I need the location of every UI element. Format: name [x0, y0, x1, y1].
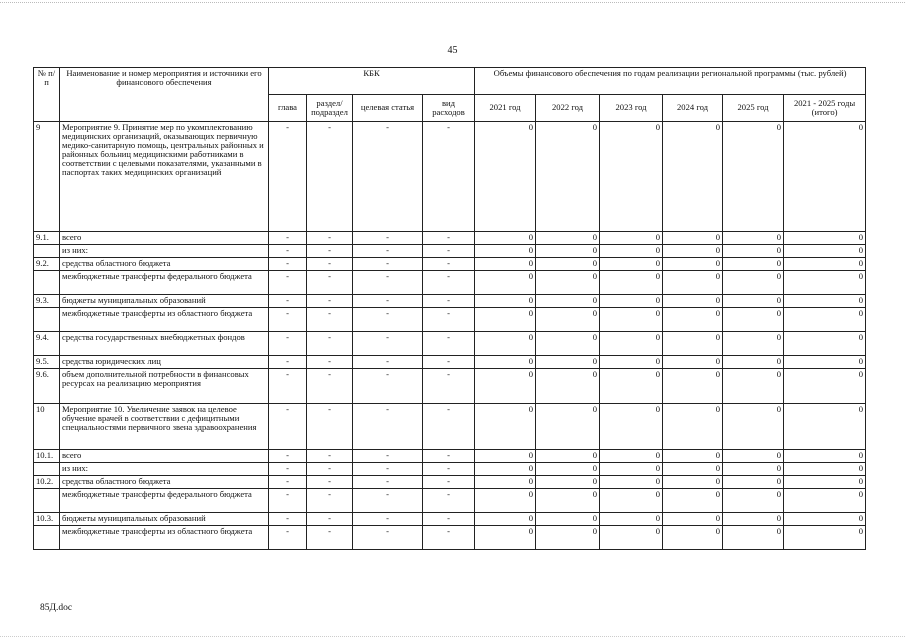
kbk-cell: -	[423, 526, 475, 550]
header-kbk-razdel: раздел/ подраздел	[307, 95, 353, 122]
value-cell: 0	[475, 122, 536, 232]
row-name: всего	[60, 232, 269, 245]
row-name: средства юридических лиц	[60, 356, 269, 369]
value-cell: 0	[600, 513, 663, 526]
value-cell: 0	[536, 258, 600, 271]
kbk-cell: -	[269, 463, 307, 476]
kbk-cell: -	[353, 308, 423, 332]
value-cell: 0	[663, 232, 723, 245]
kbk-cell: -	[307, 295, 353, 308]
kbk-cell: -	[353, 476, 423, 489]
value-cell: 0	[723, 232, 784, 245]
table-row	[34, 513, 866, 526]
kbk-cell: -	[423, 489, 475, 513]
row-number	[34, 245, 60, 258]
kbk-cell: -	[423, 463, 475, 476]
value-cell: 0	[723, 404, 784, 450]
row-number	[34, 308, 60, 332]
value-cell: 0	[723, 463, 784, 476]
table-header	[34, 68, 866, 122]
value-cell: 0	[784, 271, 866, 295]
page-number: 45	[447, 45, 458, 56]
table-row	[34, 404, 866, 450]
table-row	[34, 308, 866, 332]
header-kbk: КБК	[269, 68, 475, 95]
table-row	[34, 122, 866, 232]
kbk-cell: -	[423, 513, 475, 526]
kbk-cell: -	[269, 245, 307, 258]
value-cell: 0	[536, 526, 600, 550]
row-name: средства государственных внебюджетных фондов	[60, 332, 269, 356]
value-cell: 0	[600, 404, 663, 450]
kbk-cell: -	[307, 332, 353, 356]
value-cell: 0	[536, 295, 600, 308]
kbk-cell: -	[307, 476, 353, 489]
value-cell: 0	[475, 258, 536, 271]
value-cell: 0	[784, 245, 866, 258]
row-number: 10.3.	[34, 513, 60, 526]
kbk-cell: -	[269, 513, 307, 526]
kbk-cell: -	[423, 369, 475, 404]
value-cell: 0	[723, 476, 784, 489]
value-cell: 0	[600, 245, 663, 258]
value-cell: 0	[663, 513, 723, 526]
funding-table	[33, 67, 866, 550]
kbk-cell: -	[307, 356, 353, 369]
row-number: 9.6.	[34, 369, 60, 404]
value-cell: 0	[663, 308, 723, 332]
header-year-2023: 2023 год	[600, 95, 663, 122]
value-cell: 0	[784, 463, 866, 476]
value-cell: 0	[600, 271, 663, 295]
kbk-cell: -	[307, 308, 353, 332]
value-cell: 0	[536, 122, 600, 232]
header-funding: Объемы финансового обеспечения по годам реализации региональной программы (тыс. рублей)	[475, 68, 866, 95]
value-cell: 0	[475, 308, 536, 332]
value-cell: 0	[600, 450, 663, 463]
row-number: 10.1.	[34, 450, 60, 463]
value-cell: 0	[723, 489, 784, 513]
value-cell: 0	[663, 463, 723, 476]
kbk-cell: -	[353, 232, 423, 245]
row-name: Мероприятие 9. Принятие мер по укомплектованию медицинских организаций, оказывающих первичную медико-санитарную помощь, центральных районных и районных больниц медицинскими работниками в соответствии с целевыми показателями, указанными в паспортах таких медицинских организаций	[60, 122, 269, 232]
value-cell: 0	[475, 489, 536, 513]
row-number: 10.2.	[34, 476, 60, 489]
value-cell: 0	[784, 122, 866, 232]
header-kbk-glava: глава	[269, 95, 307, 122]
kbk-cell: -	[307, 489, 353, 513]
kbk-cell: -	[269, 122, 307, 232]
kbk-cell: -	[353, 463, 423, 476]
value-cell: 0	[600, 526, 663, 550]
value-cell: 0	[475, 526, 536, 550]
value-cell: 0	[600, 122, 663, 232]
kbk-cell: -	[307, 404, 353, 450]
value-cell: 0	[663, 526, 723, 550]
row-name: межбюджетные трансферты из областного бюджета	[60, 308, 269, 332]
file-name-footer: 85Д.doc	[40, 603, 73, 613]
row-name: межбюджетные трансферты федерального бюджета	[60, 489, 269, 513]
table-row	[34, 450, 866, 463]
row-number: 9	[34, 122, 60, 232]
row-name: межбюджетные трансферты федерального бюджета	[60, 271, 269, 295]
value-cell: 0	[475, 513, 536, 526]
kbk-cell: -	[353, 332, 423, 356]
value-cell: 0	[784, 356, 866, 369]
kbk-cell: -	[307, 513, 353, 526]
table-row	[34, 463, 866, 476]
row-name: средства областного бюджета	[60, 258, 269, 271]
row-name: из них:	[60, 463, 269, 476]
kbk-cell: -	[269, 476, 307, 489]
kbk-cell: -	[307, 526, 353, 550]
value-cell: 0	[784, 489, 866, 513]
value-cell: 0	[600, 308, 663, 332]
value-cell: 0	[600, 356, 663, 369]
kbk-cell: -	[353, 450, 423, 463]
row-name: из них:	[60, 245, 269, 258]
table-row	[34, 489, 866, 513]
kbk-cell: -	[423, 308, 475, 332]
header-kbk-vid: вид расходов	[423, 95, 475, 122]
kbk-cell: -	[307, 463, 353, 476]
kbk-cell: -	[423, 245, 475, 258]
row-number	[34, 489, 60, 513]
value-cell: 0	[723, 295, 784, 308]
kbk-cell: -	[353, 258, 423, 271]
kbk-cell: -	[353, 271, 423, 295]
value-cell: 0	[536, 450, 600, 463]
value-cell: 0	[723, 356, 784, 369]
kbk-cell: -	[423, 476, 475, 489]
kbk-cell: -	[269, 308, 307, 332]
value-cell: 0	[723, 450, 784, 463]
kbk-cell: -	[269, 369, 307, 404]
kbk-cell: -	[269, 232, 307, 245]
kbk-cell: -	[269, 526, 307, 550]
scan-bottom-edge	[0, 636, 905, 637]
value-cell: 0	[475, 369, 536, 404]
kbk-cell: -	[353, 245, 423, 258]
header-year-2021: 2021 год	[475, 95, 536, 122]
row-name: бюджеты муниципальных образований	[60, 513, 269, 526]
row-number	[34, 271, 60, 295]
value-cell: 0	[784, 232, 866, 245]
scan-top-edge	[0, 2, 905, 3]
row-name: объем дополнительной потребности в финансовых ресурсах на реализацию мероприятия	[60, 369, 269, 404]
value-cell: 0	[784, 295, 866, 308]
header-kbk-statya: целевая статья	[353, 95, 423, 122]
value-cell: 0	[723, 332, 784, 356]
value-cell: 0	[784, 258, 866, 271]
kbk-cell: -	[353, 356, 423, 369]
kbk-cell: -	[307, 245, 353, 258]
value-cell: 0	[784, 526, 866, 550]
kbk-cell: -	[353, 369, 423, 404]
value-cell: 0	[475, 245, 536, 258]
kbk-cell: -	[353, 513, 423, 526]
value-cell: 0	[536, 369, 600, 404]
row-name: Мероприятие 10. Увеличение заявок на целевое обучение врачей в соответствии с дефицитными специальностями первичного звена здравоохранения	[60, 404, 269, 450]
kbk-cell: -	[269, 356, 307, 369]
kbk-cell: -	[307, 232, 353, 245]
value-cell: 0	[663, 356, 723, 369]
header-year-2025: 2025 год	[723, 95, 784, 122]
table-body	[34, 122, 866, 550]
value-cell: 0	[723, 245, 784, 258]
value-cell: 0	[663, 295, 723, 308]
value-cell: 0	[475, 450, 536, 463]
value-cell: 0	[600, 232, 663, 245]
table-row	[34, 369, 866, 404]
value-cell: 0	[663, 369, 723, 404]
kbk-cell: -	[269, 295, 307, 308]
value-cell: 0	[723, 369, 784, 404]
value-cell: 0	[536, 271, 600, 295]
row-number: 9.1.	[34, 232, 60, 245]
table-row	[34, 245, 866, 258]
value-cell: 0	[663, 245, 723, 258]
value-cell: 0	[663, 332, 723, 356]
row-number: 9.5.	[34, 356, 60, 369]
value-cell: 0	[536, 463, 600, 476]
row-name: межбюджетные трансферты из областного бюджета	[60, 526, 269, 550]
kbk-cell: -	[307, 258, 353, 271]
kbk-cell: -	[269, 271, 307, 295]
kbk-cell: -	[423, 232, 475, 245]
value-cell: 0	[536, 513, 600, 526]
value-cell: 0	[784, 404, 866, 450]
table-row	[34, 232, 866, 245]
table-row	[34, 258, 866, 271]
table-row	[34, 476, 866, 489]
kbk-cell: -	[423, 356, 475, 369]
kbk-cell: -	[269, 489, 307, 513]
header-name: Наименование и номер мероприятия и источники его финансового обеспечения	[60, 68, 269, 122]
value-cell: 0	[784, 450, 866, 463]
value-cell: 0	[536, 232, 600, 245]
kbk-cell: -	[423, 404, 475, 450]
kbk-cell: -	[269, 404, 307, 450]
row-number: 9.3.	[34, 295, 60, 308]
value-cell: 0	[536, 308, 600, 332]
kbk-cell: -	[423, 258, 475, 271]
table-row	[34, 295, 866, 308]
kbk-cell: -	[307, 369, 353, 404]
value-cell: 0	[536, 404, 600, 450]
table-row	[34, 332, 866, 356]
kbk-cell: -	[353, 295, 423, 308]
table-row	[34, 356, 866, 369]
value-cell: 0	[723, 513, 784, 526]
kbk-cell: -	[269, 332, 307, 356]
value-cell: 0	[475, 404, 536, 450]
kbk-cell: -	[423, 271, 475, 295]
value-cell: 0	[600, 369, 663, 404]
value-cell: 0	[600, 489, 663, 513]
header-year-total: 2021 - 2025 годы (итого)	[784, 95, 866, 122]
kbk-cell: -	[423, 450, 475, 463]
value-cell: 0	[600, 295, 663, 308]
kbk-cell: -	[269, 258, 307, 271]
kbk-cell: -	[423, 122, 475, 232]
table-row	[34, 526, 866, 550]
kbk-cell: -	[353, 526, 423, 550]
value-cell: 0	[600, 332, 663, 356]
value-cell: 0	[663, 122, 723, 232]
row-number: 9.2.	[34, 258, 60, 271]
value-cell: 0	[784, 369, 866, 404]
value-cell: 0	[475, 332, 536, 356]
kbk-cell: -	[353, 404, 423, 450]
kbk-cell: -	[353, 489, 423, 513]
header-year-2024: 2024 год	[663, 95, 723, 122]
value-cell: 0	[536, 489, 600, 513]
row-number: 9.4.	[34, 332, 60, 356]
kbk-cell: -	[423, 332, 475, 356]
value-cell: 0	[475, 476, 536, 489]
row-name: бюджеты муниципальных образований	[60, 295, 269, 308]
row-number	[34, 463, 60, 476]
value-cell: 0	[663, 258, 723, 271]
value-cell: 0	[475, 295, 536, 308]
kbk-cell: -	[353, 122, 423, 232]
kbk-cell: -	[307, 450, 353, 463]
value-cell: 0	[475, 271, 536, 295]
header-year-2022: 2022 год	[536, 95, 600, 122]
value-cell: 0	[663, 450, 723, 463]
value-cell: 0	[663, 489, 723, 513]
table-row	[34, 271, 866, 295]
value-cell: 0	[723, 258, 784, 271]
value-cell: 0	[536, 356, 600, 369]
kbk-cell: -	[307, 271, 353, 295]
value-cell: 0	[723, 271, 784, 295]
row-name: всего	[60, 450, 269, 463]
value-cell: 0	[784, 476, 866, 489]
kbk-cell: -	[423, 295, 475, 308]
value-cell: 0	[536, 332, 600, 356]
header-num: № п/п	[34, 68, 60, 122]
value-cell: 0	[475, 463, 536, 476]
value-cell: 0	[784, 332, 866, 356]
value-cell: 0	[600, 463, 663, 476]
row-name: средства областного бюджета	[60, 476, 269, 489]
value-cell: 0	[723, 526, 784, 550]
value-cell: 0	[723, 308, 784, 332]
row-number: 10	[34, 404, 60, 450]
kbk-cell: -	[269, 450, 307, 463]
value-cell: 0	[784, 308, 866, 332]
value-cell: 0	[536, 245, 600, 258]
value-cell: 0	[600, 476, 663, 489]
value-cell: 0	[663, 271, 723, 295]
kbk-cell: -	[307, 122, 353, 232]
value-cell: 0	[663, 476, 723, 489]
row-number	[34, 526, 60, 550]
value-cell: 0	[536, 476, 600, 489]
value-cell: 0	[663, 404, 723, 450]
value-cell: 0	[475, 356, 536, 369]
value-cell: 0	[475, 232, 536, 245]
value-cell: 0	[784, 513, 866, 526]
value-cell: 0	[723, 122, 784, 232]
value-cell: 0	[600, 258, 663, 271]
